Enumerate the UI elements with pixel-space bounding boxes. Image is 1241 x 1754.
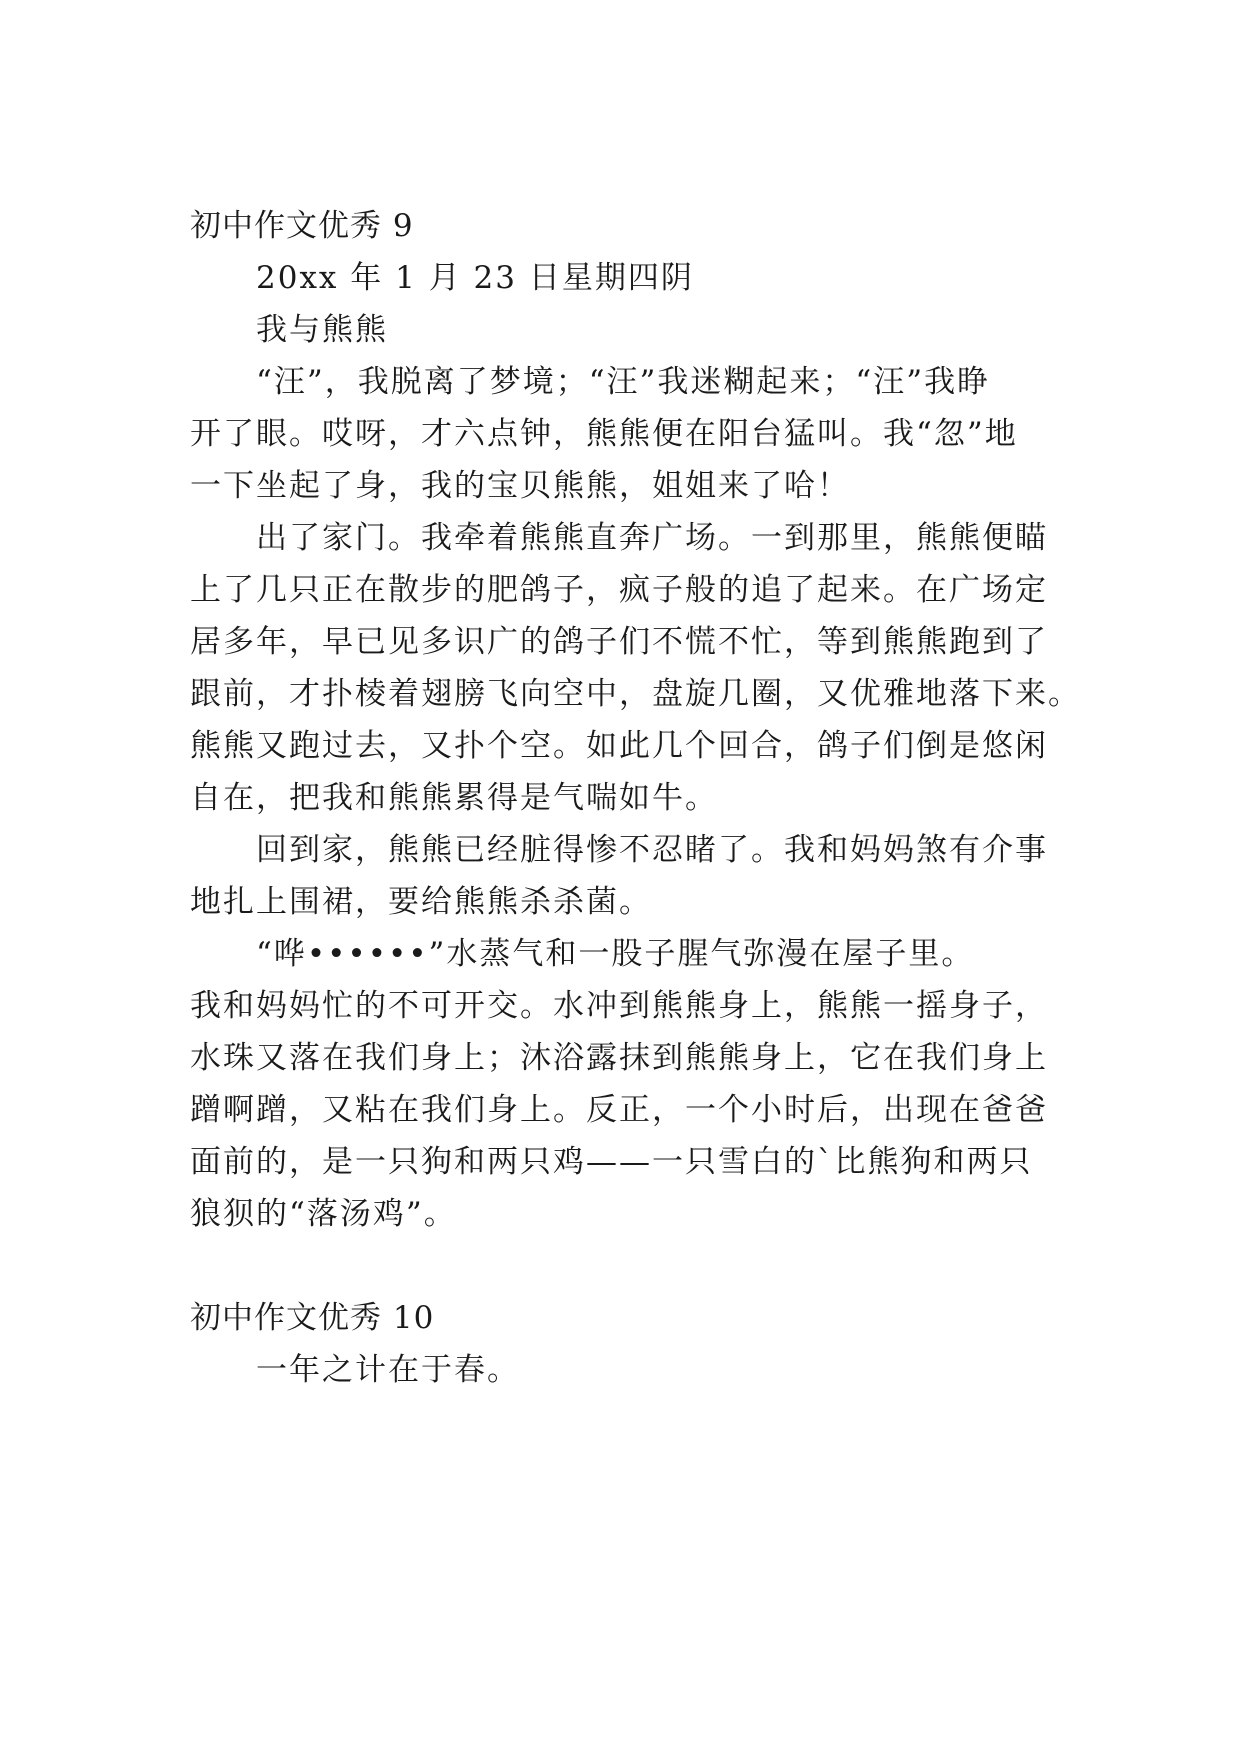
- paragraph-line: 熊熊又跑过去，又扑个空。如此几个回合，鸽子们倒是悠闲: [190, 728, 1048, 764]
- paragraph-line: 回到家，熊熊已经脏得惨不忍睹了。我和妈妈煞有介事: [256, 832, 1048, 868]
- paragraph-line: 出了家门。我牵着熊熊直奔广场。一到那里，熊熊便瞄: [256, 520, 1048, 556]
- paragraph-line: 居多年，早已见多识广的鸽子们不慌不忙，等到熊熊跑到了: [190, 624, 1048, 660]
- paragraph-line: 蹭啊蹭，又粘在我们身上。反正，一个小时后，出现在爸爸: [190, 1092, 1048, 1128]
- paragraph-line: 我和妈妈忙的不可开交。水冲到熊熊身上，熊熊一摇身子，: [190, 988, 1048, 1024]
- paragraph-line: “哗••••••”水蒸气和一股子腥气弥漫在屋子里。: [256, 936, 975, 972]
- section-title: 初中作文优秀 9: [190, 208, 414, 244]
- paragraph-line: 开了眼。哎呀，才六点钟，熊熊便在阳台猛叫。我“忽”地: [190, 416, 1018, 452]
- paragraph-line: 面前的，是一只狗和两只鸡——一只雪白的`比熊狗和两只: [190, 1144, 1033, 1180]
- paragraph-line: 自在，把我和熊熊累得是气喘如牛。: [190, 780, 718, 816]
- paragraph-line: “汪”，我脱离了梦境；“汪”我迷糊起来；“汪”我睁: [256, 364, 991, 400]
- paragraph-line: 地扎上围裙，要给熊熊杀杀菌。: [190, 884, 652, 920]
- section-title: 初中作文优秀 10: [190, 1300, 435, 1336]
- paragraph-line: 狼狈的“落汤鸡”。: [190, 1196, 457, 1232]
- paragraph-line: 水珠又落在我们身上；沐浴露抹到熊熊身上，它在我们身上: [190, 1040, 1048, 1076]
- paragraph-line: 上了几只正在散步的肥鸽子，疯子般的追了起来。在广场定: [190, 572, 1048, 608]
- paragraph-line: 一年之计在于春。: [256, 1352, 520, 1388]
- paragraph-line: 跟前，才扑棱着翅膀飞向空中，盘旋几圈，又优雅地落下来。: [190, 676, 1081, 712]
- essay-subtitle: 我与熊熊: [256, 312, 388, 348]
- diary-date: 20xx 年 1 月 23 日星期四阴: [256, 260, 694, 296]
- paragraph-line: 一下坐起了身，我的宝贝熊熊，姐姐来了哈！: [190, 468, 850, 504]
